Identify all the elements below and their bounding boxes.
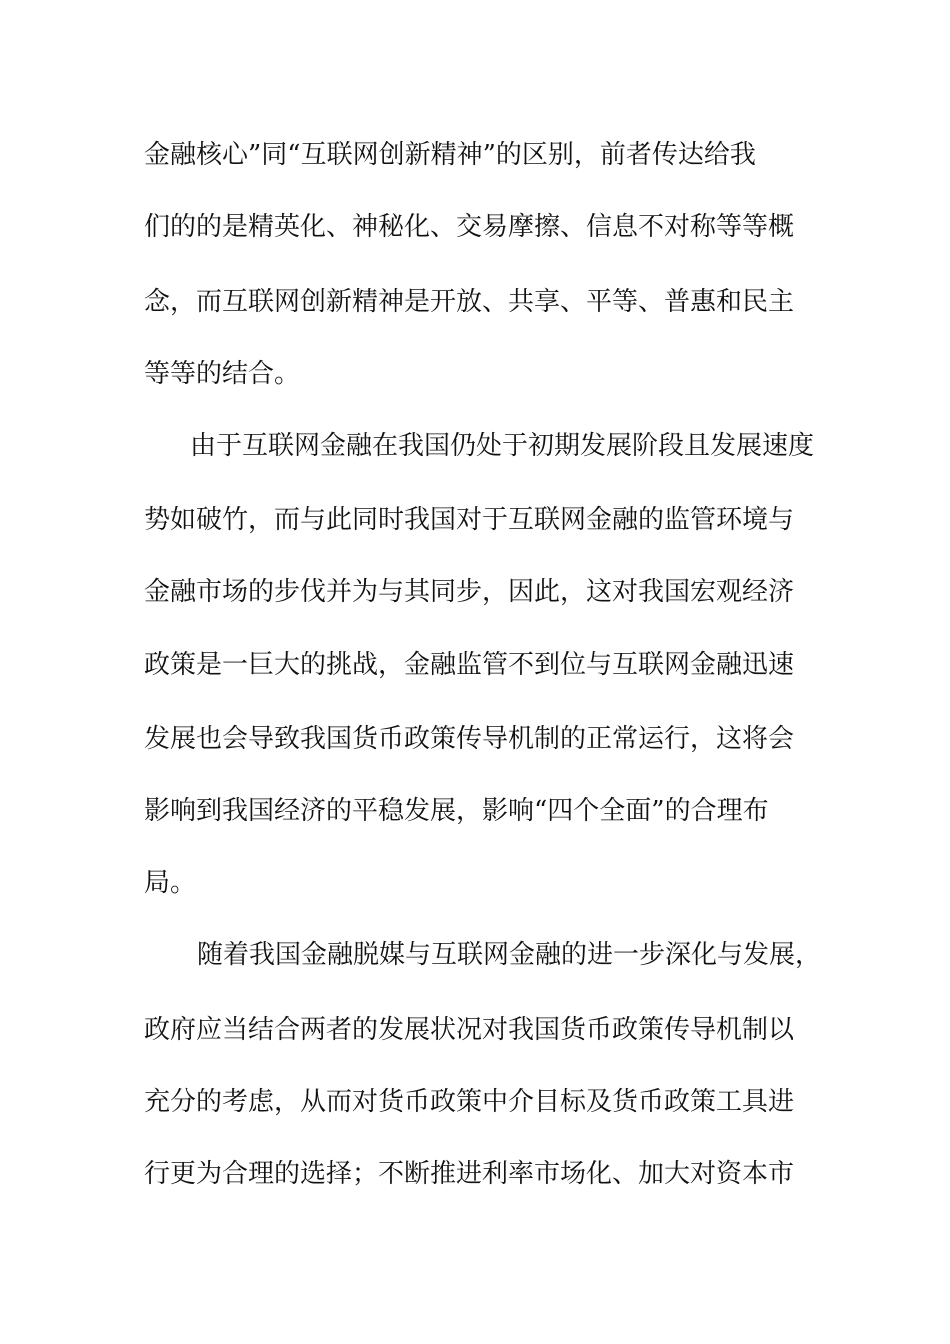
paragraph-first-line: 由于互联网金融在我国仍处于初期发展阶段且发展速度 <box>190 431 815 461</box>
text-line: 金融核心”同“互联网创新精神”的区别，前者传达给我 <box>144 140 756 170</box>
text-line: 念，而互联网创新精神是开放、共享、平等、普惠和民主 <box>144 287 795 317</box>
text-line: 影响到我国经济的平稳发展，影响“四个全面”的合理布 <box>144 796 769 826</box>
text-line: 局。 <box>144 868 197 898</box>
text-line: 行更为合理的选择；不断推进利率市场化、加大对资本市 <box>144 1159 795 1189</box>
text-line: 等等的结合。 <box>144 359 301 389</box>
text-line: 们的的是精英化、神秘化、交易摩擦、信息不对称等等概 <box>144 212 795 242</box>
text-line: 政策是一巨大的挑战，金融监管不到位与互联网金融迅速 <box>144 650 795 680</box>
text-line: 势如破竹，而与此同时我国对于互联网金融的监管环境与 <box>144 505 795 535</box>
text-line: 发展也会导致我国货币政策传导机制的正常运行，这将会 <box>144 724 795 754</box>
text-line: 政府应当结合两者的发展状况对我国货币政策传导机制以 <box>144 1015 795 1045</box>
text-line: 金融市场的步伐并为与其同步，因此，这对我国宏观经济 <box>144 577 795 607</box>
text-line: 充分的考虑，从而对货币政策中介目标及货币政策工具进 <box>144 1087 795 1117</box>
paragraph-first-line: 随着我国金融脱媒与互联网金融的进一步深化与发展， <box>197 940 822 970</box>
